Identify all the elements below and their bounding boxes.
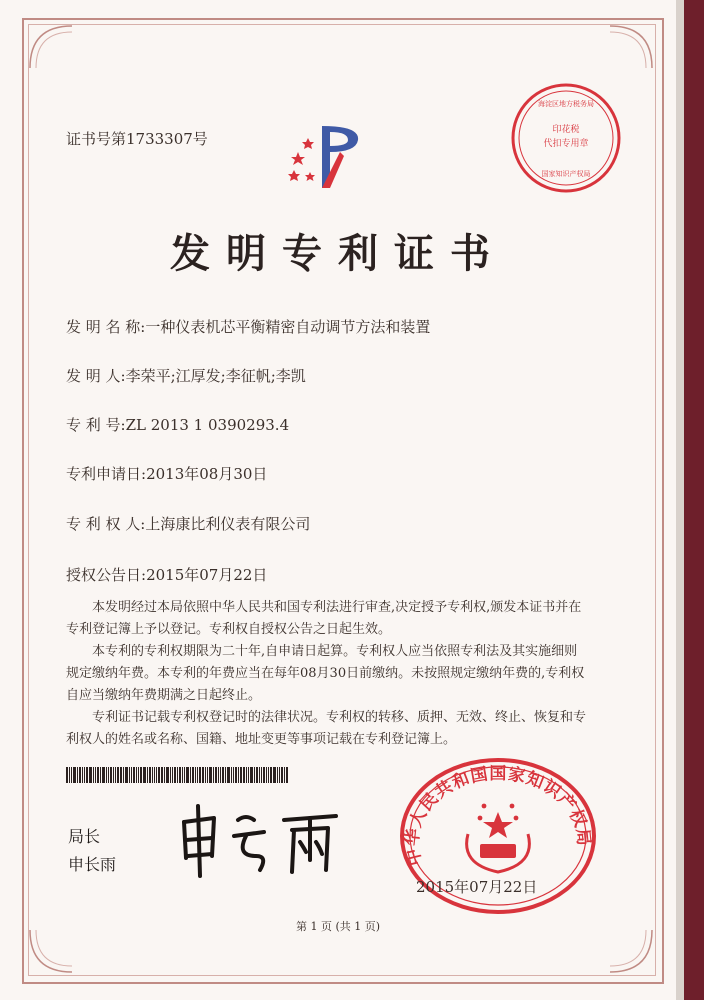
- corner-ornament-icon: [28, 24, 74, 70]
- seal-arc-text: 中华人民共和国国家知识产权局: [402, 763, 594, 868]
- application-date-label: 专利申请日:: [66, 465, 147, 483]
- signature-title: 局长: [68, 827, 101, 846]
- patent-number-value: ZL 2013 1 0390293.4: [125, 416, 290, 434]
- book-spine: [684, 0, 704, 1000]
- inventor-value: 李荣平;江厚发;李征帆;李凯: [125, 367, 306, 385]
- invention-name-label: 发 明 名 称:: [66, 318, 146, 336]
- application-date-value: 2013年08月30日: [146, 465, 268, 483]
- grant-date-label: 授权公告日:: [66, 566, 147, 584]
- tax-stamp-seal: [510, 82, 622, 194]
- patentee-label: 专 利 权 人:: [66, 515, 146, 533]
- seal-date: 2015年07月22日: [416, 878, 538, 896]
- patent-number-label: 专 利 号:: [66, 416, 126, 434]
- page-edge: [676, 0, 684, 1000]
- svg-text:国家知识产权局: 国家知识产权局: [541, 170, 591, 178]
- inventor-row: [66, 365, 306, 386]
- certificate-number: 证书号第1733307号: [66, 130, 208, 148]
- body-paragraph-3: 专利证书记载专利权登记时的法律状况。专利权的转移、质押、无效、终止、恢复和专利权人的姓名或名称、国籍、地址变更等事项记载在专利登记簿上。: [66, 710, 587, 747]
- body-paragraph-1: 本发明经过本局依照中华人民共和国专利法进行审查,决定授予专利权,颁发本证书并在专利登记簿上予以登记。专利权自授权公告之日起生效。: [66, 600, 582, 637]
- corner-ornament-icon: [28, 928, 74, 974]
- svg-text:代扣专用章: 代扣专用章: [543, 139, 589, 149]
- page-number: 第 1 页 (共 1 页): [295, 920, 381, 933]
- barcode: [66, 767, 334, 783]
- patentee-row: [66, 513, 310, 534]
- handwritten-signature: [176, 800, 346, 880]
- invention-name-value: 一种仪表机芯平衡精密自动调节方法和装置: [145, 318, 431, 336]
- corner-ornament-icon: [608, 928, 654, 974]
- svg-text:海淀区地方税务局: 海淀区地方税务局: [538, 100, 594, 108]
- patent-office-logo-icon: [282, 122, 392, 194]
- svg-text:印花税: 印花税: [552, 125, 580, 135]
- corner-ornament-icon: [608, 24, 654, 70]
- signature-name: 申长雨: [68, 855, 117, 874]
- inventor-label: 发 明 人:: [66, 367, 126, 385]
- document-title: 发明专利证书: [170, 230, 506, 277]
- body-paragraph-2: 本专利的专利权期限为二十年,自申请日起算。专利权人应当依照专利法及其实施细则规定缴纳年费。本专利的年费应当在每年08月30日前缴纳。未按照规定缴纳年费的,专利权自应当缴纳年费期满之日起终止。: [66, 644, 585, 703]
- invention-name-row: [66, 316, 430, 337]
- application-date-row: [66, 463, 267, 484]
- patent-number-row: [66, 414, 289, 435]
- patentee-value: 上海康比利仪表有限公司: [145, 515, 311, 533]
- grant-date-row: [66, 564, 267, 585]
- grant-date-value: 2015年07月22日: [146, 566, 268, 584]
